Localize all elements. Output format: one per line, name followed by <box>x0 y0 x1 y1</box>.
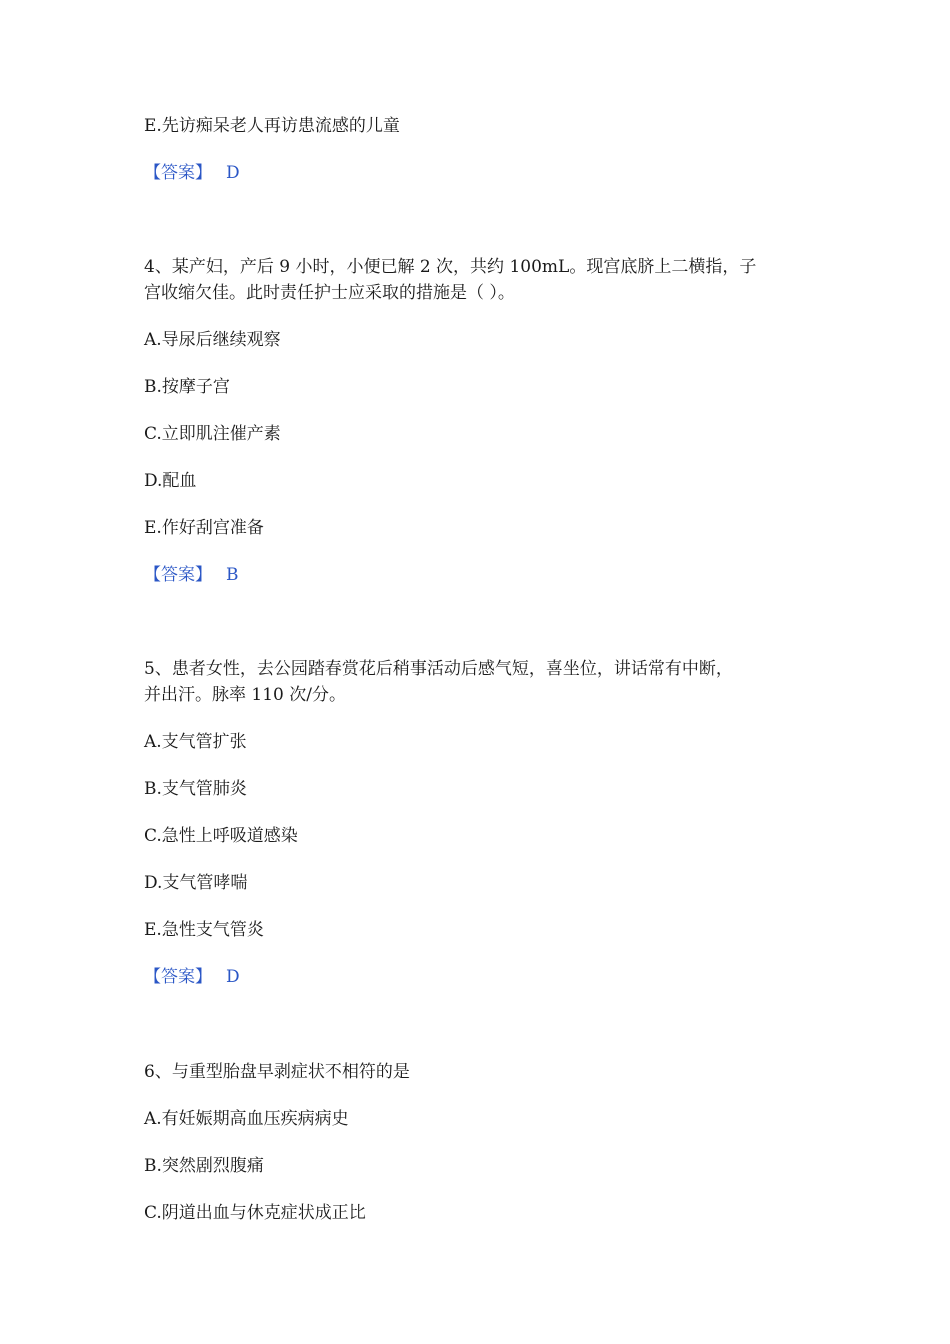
q6-option-a: A.有妊娠期高血压疾病病史 <box>144 1109 349 1129</box>
q4-answer <box>144 564 239 586</box>
q5-answer-value: D <box>226 967 240 987</box>
q4-option-a: A.导尿后继续观察 <box>144 330 281 350</box>
q4-answer-value: B <box>226 565 239 585</box>
q5-option-e: E.急性支气管炎 <box>144 920 264 940</box>
q4-option-b: B.按摩子宫 <box>144 377 230 397</box>
q5-answer <box>144 966 240 988</box>
q5-option-c: C.急性上呼吸道感染 <box>144 826 298 846</box>
q6-option-c: C.阴道出血与休克症状成正比 <box>144 1203 366 1223</box>
q3-answer <box>144 162 240 184</box>
q6-stem-line1: 6、与重型胎盘早剥症状不相符的是 <box>144 1062 410 1082</box>
q5-option-b: B.支气管肺炎 <box>144 779 247 799</box>
q4-stem-line1: 4、某产妇，产后 9 小时，小便已解 2 次，共约 100mL。现宫底脐上二横指，子 <box>144 257 757 277</box>
q5-stem-line2: 并出汗。脉率 110 次/分。 <box>144 685 346 705</box>
q4-answer-label: 【答案】 <box>144 565 212 585</box>
q5-answer-label: 【答案】 <box>144 967 212 987</box>
q5-option-a: A.支气管扩张 <box>144 732 247 752</box>
q3-answer-label: 【答案】 <box>144 163 212 183</box>
q4-option-d: D.配血 <box>144 471 197 491</box>
q4-stem-line2: 宫收缩欠佳。此时责任护士应采取的措施是（ ）。 <box>144 283 515 303</box>
q3-answer-value: D <box>226 163 240 183</box>
q4-option-c: C.立即肌注催产素 <box>144 424 281 444</box>
q5-option-d: D.支气管哮喘 <box>144 873 248 893</box>
q5-stem-line1: 5、患者女性，去公园踏春赏花后稍事活动后感气短，喜坐位，讲话常有中断， <box>144 659 733 679</box>
q3-option-e: E.先访痴呆老人再访患流感的儿童 <box>144 116 400 136</box>
q4-option-e: E.作好刮宫准备 <box>144 518 264 538</box>
q6-option-b: B.突然剧烈腹痛 <box>144 1156 264 1176</box>
